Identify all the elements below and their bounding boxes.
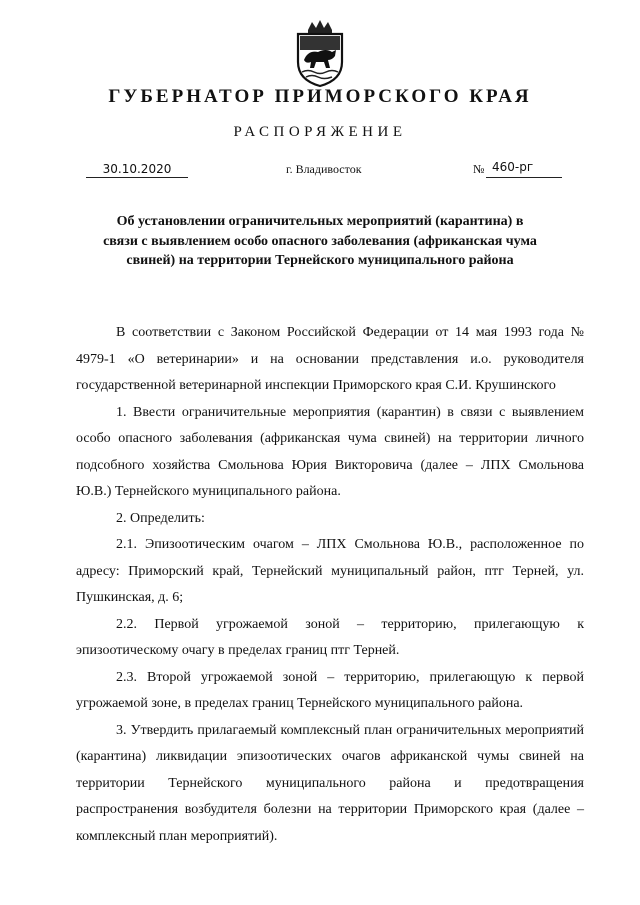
number-sign: № [473, 162, 485, 176]
paragraph-item-2-2: 2.2. Первой угрожаемой зоной – территорию, прилегающую к эпизоотическому очагу в пределах границ птг Терней. [76, 616, 584, 658]
number-underline [486, 177, 562, 178]
document-number: 460-рг [492, 160, 534, 174]
issuer-title: ГУБЕРНАТОР ПРИМОРСКОГО КРАЯ [108, 86, 532, 107]
document-meta [0, 160, 640, 184]
paragraph-item-2-3: 2.3. Второй угрожаемой зоной – территорию, прилегающую к первой угрожаемой зоне, в пределах границ Тернейского муниципального района. [76, 669, 584, 711]
paragraph-item-2: 2. Определить: [116, 510, 205, 526]
document-subject: Об установлении ограничительных мероприятий (карантина) в связи с выявлением особо опасного заболевания (африканская чума свиней) на территории Тернейского муниципального района [103, 214, 537, 268]
document-date: 30.10.2020 [102, 162, 172, 176]
document-type: РАСПОРЯЖЕНИЕ [233, 124, 407, 140]
paragraph-item-3: 3. Утвердить прилагаемый комплексный план ограничительных мероприятий (карантина) ликвидации эпизоотических очагов африканской чумы свиней на территории Тернейского муниципального района и предотвращения распространения возбудителя болезни на территории Приморского края (далее – комплексный план мероприятий). [76, 722, 584, 844]
paragraph-item-1: 1. Ввести ограничительные мероприятия (карантин) в связи с выявлением особо опасного заболевания (африканская чума свиней) на территории личного подсобного хозяйства Смольнова Юрия Викторовича (далее – ЛПХ Смольнова Ю.В.) Тернейского муниципального района. [76, 404, 584, 499]
document-city: г. Владивосток [286, 162, 362, 176]
date-underline [86, 177, 188, 178]
paragraph-preamble: В соответствии с Законом Российской Федерации от 14 мая 1993 года № 4979-1 «О ветеринарии» и на основании представления и.о. руководителя государственной ветеринарной инспекции Приморского края С.И. Крушинского [76, 325, 584, 393]
primorsky-krai-coat-of-arms-icon [288, 20, 352, 88]
paragraph-item-2-1: 2.1. Эпизоотическим очагом – ЛПХ Смольнова Ю.В., расположенное по адресу: Приморский край, Тернейский муниципальный район, птг Терней, ул. Пушкинская, д. 6; [76, 537, 584, 605]
document-body [76, 320, 584, 850]
